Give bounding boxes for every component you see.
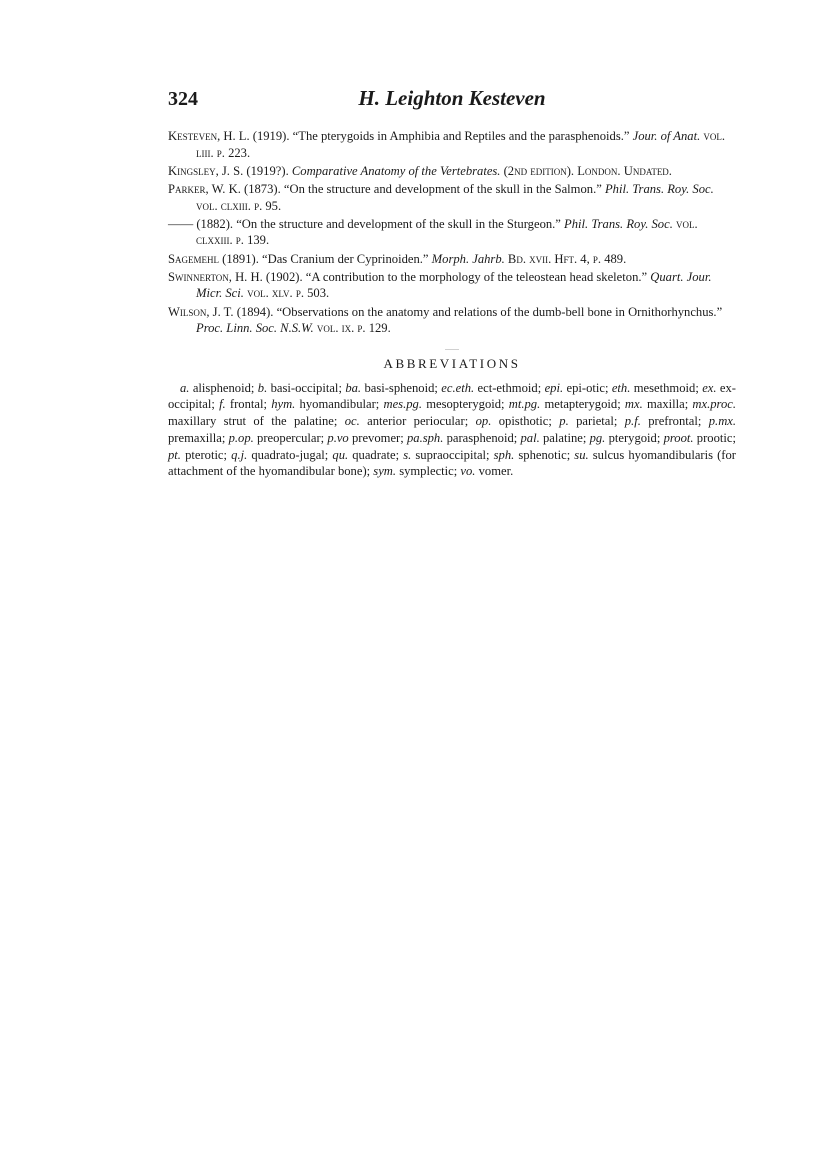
abbreviation-term: mt.pg.	[508, 397, 541, 412]
reference-year: (1873).	[240, 181, 284, 196]
abbreviation-definition: hyomandibular	[299, 397, 376, 412]
abbreviation-term: pal.	[520, 430, 540, 445]
reference-author: Wilson, J. T.	[168, 304, 234, 319]
abbreviation-term: vo.	[460, 464, 476, 479]
abbreviation-definition: opisthotic	[498, 414, 549, 429]
abbreviation-definition: prefrontal	[648, 414, 698, 429]
reference-volume-page: vol. clxxiii. p. 139.	[196, 216, 698, 248]
reference-volume-page: vol. liii. p. 223.	[196, 129, 726, 160]
abbreviation-definition: parietal	[576, 414, 614, 429]
reference-journal: Quart. Jour. Micr. Sci.	[196, 269, 712, 301]
abbreviation-definition: mesopterygoid	[426, 397, 502, 412]
abbreviation-term: mx.proc.	[692, 397, 737, 412]
reference-journal: Morph. Jahrb.	[431, 251, 505, 266]
reference-year: (1882).	[193, 216, 237, 231]
reference-year: (1919).	[249, 129, 293, 143]
abbreviation-definition: parasphenoid	[446, 430, 514, 445]
reference-title: “Das Cranium der Cyprinoiden.”	[262, 251, 432, 266]
abbreviation-definition: pterygoid	[608, 430, 657, 445]
reference-title: “Observations on the anatomy and relations of the dumb-bell bone in Ornithorhynchus.”	[276, 304, 723, 319]
abbreviation-definition: preopercular	[257, 430, 321, 445]
abbreviation-term: oc.	[344, 414, 360, 429]
abbreviation-definition: premaxilla	[168, 430, 222, 445]
reference-author: Swinnerton, H. H.	[168, 269, 263, 284]
reference-volume-page: (2nd edition). London. Undated.	[500, 163, 672, 178]
page-header	[168, 84, 736, 124]
abbreviation-term: ba.	[345, 380, 362, 395]
page-number: 324	[168, 88, 198, 110]
abbreviation-term: op.	[475, 414, 492, 429]
reference-year: (1919?).	[243, 163, 292, 178]
reference-volume-page: vol. xlv. p. 503.	[243, 286, 330, 301]
abbreviation-definition: alisphenoid	[192, 380, 251, 395]
abbreviation-definition: metapterygoid	[544, 397, 618, 412]
reference-journal: Phil. Trans. Roy. Soc.	[604, 181, 714, 196]
abbreviation-definition: basi-sphenoid	[364, 380, 435, 395]
abbreviation-term: qu.	[332, 447, 349, 462]
reference-entry	[168, 269, 736, 302]
abbreviations-list: a. alisphenoid; b. basi-occipital; ba. basi-sphenoid; ec.eth. ect-ethmoid; epi. epi-otic; eth. mesethmoid; ex. ex-occipital; f. frontal; hym. hyomandibular; mes.pg. mesopterygoid; mt.pg. metapterygoid; mx. maxilla; mx.proc. maxillary strut of the palatine; oc. anterior periocular; op. opisthotic; p. parietal; p.f. prefrontal; p.mx. premaxilla; p.op. preopercular; p.vo prevomer; pa.sph. parasphenoid; pal. palatine; pg. pterygoid; proot. prootic; pt. pterotic; q.j. quadrato-jugal; qu. quadrate; s. supraoccipital; sph. sphenotic; su. sulcus hyomandibularis (for attachment of the hyomandibular bone); sym. symplectic; vo. vomer.	[168, 380, 737, 479]
abbreviation-term: b.	[257, 380, 268, 395]
reference-volume-page: vol. clxiii. p. 95.	[196, 198, 282, 213]
reference-journal: Comparative Anatomy of the Vertebrates.	[291, 163, 501, 178]
reference-title: “On the structure and development of the skull in the Salmon.”	[283, 181, 605, 196]
abbreviation-term: epi.	[544, 380, 564, 395]
abbreviation-definition: frontal	[229, 397, 264, 412]
reference-entry	[168, 181, 736, 214]
reference-author: Kesteven, H. L.	[168, 129, 250, 143]
abbreviation-definition: sulcus hyomandibularis (for attachment of the hyomandibular bone)	[168, 447, 736, 479]
running-head: H. Leighton Kesteven	[358, 86, 546, 110]
reference-volume-page: Bd. xvii. Hft. 4, p. 489.	[504, 251, 627, 266]
abbreviation-term: p.mx.	[708, 414, 737, 429]
abbreviation-term: ec.eth.	[441, 380, 475, 395]
reference-entry	[168, 251, 736, 268]
reference-year: (1891).	[219, 251, 263, 266]
abbreviation-definition: quadrate	[352, 447, 396, 462]
abbreviation-term: mes.pg.	[383, 397, 422, 412]
abbreviation-term: a.	[180, 380, 190, 395]
abbreviation-term: p.op.	[228, 430, 254, 445]
abbreviation-definition: pterotic	[185, 447, 224, 462]
abbreviation-definition: maxilla	[646, 397, 685, 412]
reference-title: “The pterygoids in Amphibia and Reptiles and the parasphenoids.”	[292, 129, 633, 143]
reference-list	[168, 128, 736, 337]
abbreviation-term: hym.	[271, 397, 296, 412]
abbreviation-term: pg.	[589, 430, 606, 445]
abbreviation-term: p.vo	[327, 430, 349, 445]
abbreviations-heading: ABBREVIATIONS	[383, 355, 521, 371]
abbreviation-definition: mesethmoid	[633, 380, 696, 395]
abbreviation-term: mx.	[624, 397, 643, 412]
reference-journal: Phil. Trans. Roy. Soc.	[564, 216, 673, 231]
abbreviation-definition: supraoccipital	[415, 447, 487, 462]
abbreviation-definition: prootic	[696, 430, 733, 445]
abbreviation-term: pt.	[168, 447, 181, 462]
abbreviation-definition: maxillary strut of the palatine	[168, 414, 334, 429]
reference-title: “A contribution to the morphology of the teleostean head skeleton.”	[305, 269, 651, 284]
reference-year: (1894).	[233, 304, 277, 319]
reference-journal: Jour. of Anat.	[632, 129, 701, 143]
reference-volume-page: vol. ix. p. 129.	[313, 321, 391, 336]
abbreviation-term: q.j.	[231, 447, 248, 462]
reference-entry	[168, 304, 736, 337]
abbreviation-term: pa.sph.	[406, 430, 444, 445]
abbreviation-definition: basi-occipital	[270, 380, 339, 395]
abbreviation-term: ex.	[702, 380, 717, 395]
page	[168, 84, 736, 480]
reference-author: Sagemehl	[168, 251, 219, 266]
abbreviation-definition: ect-ethmoid	[477, 380, 538, 395]
abbreviation-term: f.	[219, 397, 226, 412]
abbreviation-definition: prevomer	[351, 430, 401, 445]
section-divider	[445, 349, 459, 350]
abbreviation-definition: epi-otic	[566, 380, 605, 395]
reference-journal: Proc. Linn. Soc. N.S.W.	[196, 321, 314, 336]
abbreviation-term: p.f.	[624, 414, 641, 429]
abbreviation-definition: symplectic	[399, 464, 454, 479]
abbreviation-definition: palatine	[542, 430, 583, 445]
reference-entry	[168, 128, 736, 161]
abbreviation-term: proot.	[663, 430, 694, 445]
abbreviation-term: sym.	[373, 464, 397, 479]
abbreviation-definition: vomer.	[478, 464, 514, 479]
abbreviation-term: sph.	[493, 447, 515, 462]
abbreviation-term: s.	[403, 447, 412, 462]
reference-author: ——	[168, 216, 194, 231]
abbreviation-term: su.	[574, 447, 589, 462]
reference-entry	[168, 216, 736, 249]
abbreviation-definition: ex-occipital	[168, 380, 736, 412]
reference-author: Kingsley, J. S.	[168, 163, 244, 178]
abbreviation-term: eth.	[611, 380, 631, 395]
abbreviation-term: p.	[559, 414, 569, 429]
reference-year: (1902).	[262, 269, 306, 284]
reference-author: Parker, W. K.	[168, 181, 241, 196]
abbreviation-definition: quadrato-jugal	[251, 447, 325, 462]
abbreviation-definition: sphenotic	[518, 447, 567, 462]
reference-title: “On the structure and development of the skull in the Sturgeon.”	[236, 216, 565, 231]
reference-entry	[168, 163, 736, 180]
abbreviation-definition: anterior periocular	[367, 414, 465, 429]
